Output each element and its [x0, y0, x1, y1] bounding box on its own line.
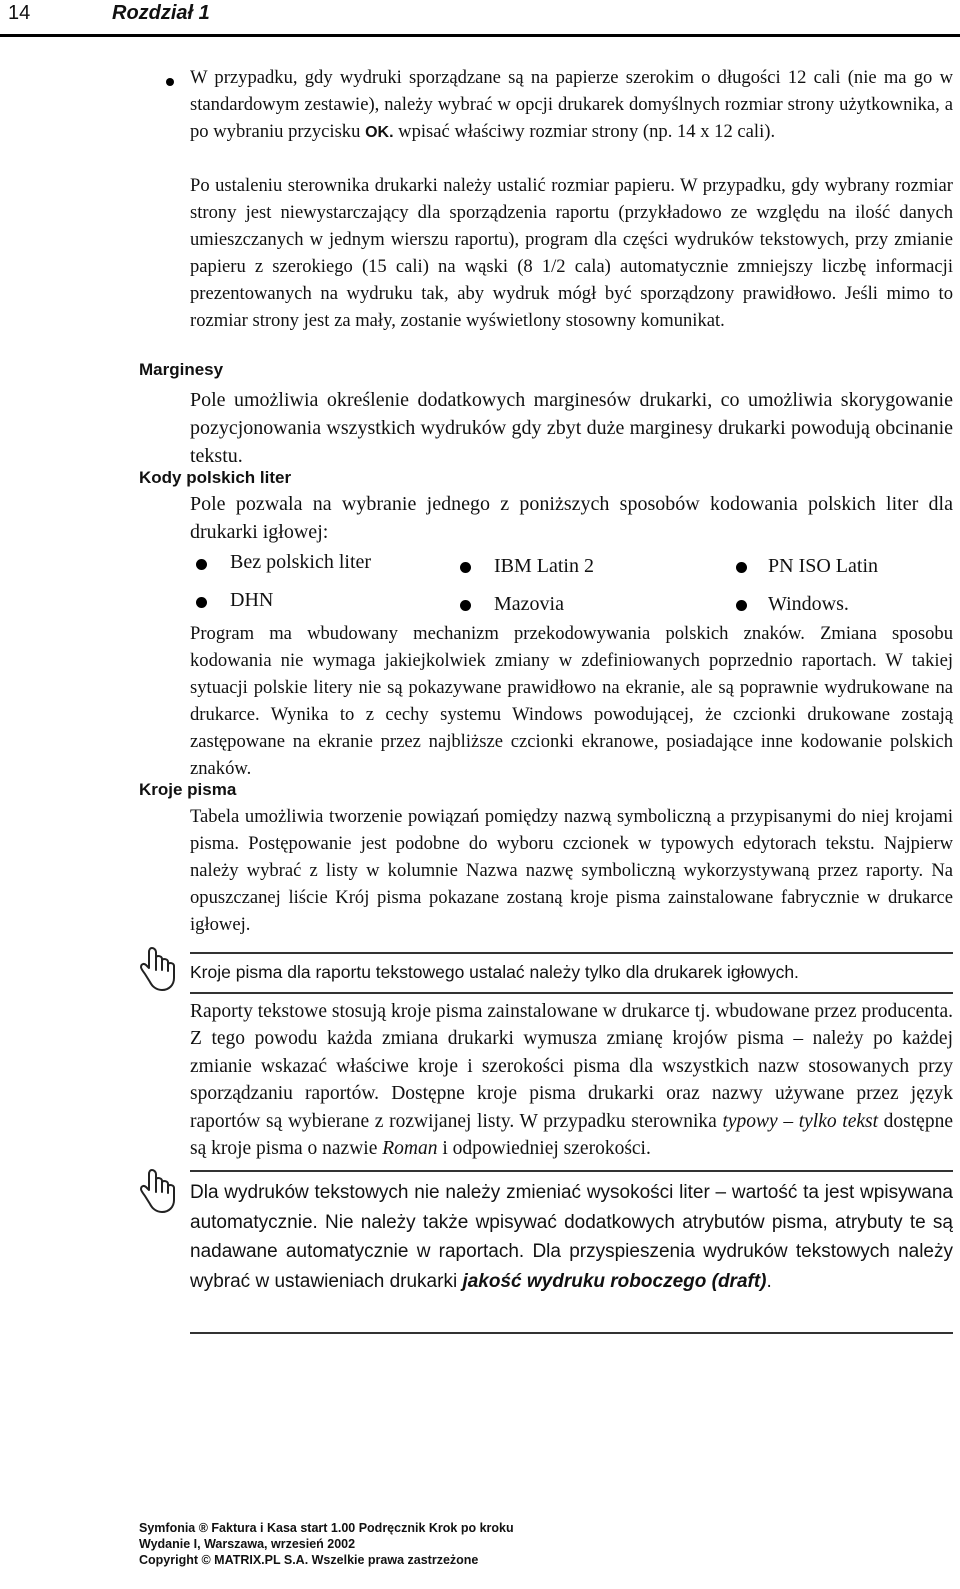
marginesy-text: Pole umożliwia określenie dodatkowych marginesów drukarki, co umożliwia skorygowanie pozycjonowania wszystkich wydruków gdy zbyt duże marginesy drukarki powodują obcinanie tekstu.	[190, 389, 953, 467]
bullet-icon	[166, 78, 174, 86]
note-divider	[190, 992, 953, 994]
encoding-option: IBM Latin 2	[494, 555, 594, 577]
section-heading-kroje: Kroje pisma	[139, 780, 237, 799]
encoding-option: Mazovia	[494, 593, 564, 615]
pointing-hand-icon	[138, 944, 178, 994]
bullet-icon	[196, 559, 207, 570]
kody-intro: Pole pozwala na wybranie jednego z poniższych sposobów kodowania polskich liter dla drukarki igłowej:	[190, 493, 953, 543]
encoding-option: DHN	[230, 589, 274, 611]
encoding-option: Bez polskich liter	[230, 551, 372, 573]
encoding-option: PN ISO Latin	[768, 555, 878, 577]
page-header	[0, 0, 960, 37]
section-heading-kody: Kody polskich liter	[139, 468, 292, 487]
encoding-option: Windows.	[768, 593, 849, 615]
bullet-icon	[736, 562, 747, 573]
footer-copyright: Copyright © MATRIX.PL S.A. Wszelkie prawa zastrzeżone	[139, 1553, 479, 1567]
kody-after-text: Program ma wbudowany mechanizm przekodowywania polskich znaków. Zmiana sposobu kodowania nie wymaga jakiejkolwiek zmiany w zdefiniowanych poprzednio raportach. W takiej sytuacji polskie litery nie są pokazywane prawidłowo na ekranie, ale są poprawnie wydrukowane na drukarce. Wynika to z cechy systemu Windows powodującej, że czcionki drukowane zostają zastępowane na ekranie przez najbliższe czcionki ekranowe, posiadające inne kodowanie polskich znaków.	[190, 623, 953, 779]
ok-button-ref: OK.	[365, 124, 394, 141]
bullet-icon	[460, 562, 471, 573]
note-divider	[190, 1332, 953, 1334]
paper-size-paragraph: Po ustaleniu sterownika drukarki należy ustalić rozmiar papieru. W przypadku, gdy wybrany rozmiar strony jest niewystarczający dla sporządzenia raportu (przykładowo ze względu na ilość danych umieszczanych w jednym wierszu raportu), program dla części wydruków tekstowych, przy zmianie papieru z szerokiego (15 cali) na wąski (8 1/2 cala) automatycznie zmniejszy liczbę informacji prezentowanych na wydruku tak, aby wydruk mógł być sporządzony prawidłowo. Jeśli mimo to rozmiar strony jest za mały, zostanie wyświetlony stosowny komunikat.	[190, 175, 953, 331]
raporty-paragraph: Raporty tekstowe stosują kroje pisma zainstalowane w drukarce tj. wbudowane przez producenta. Z tego powodu każda zmiana drukarki wymusza zmianę krojów pisma – należy po każdej zmianie wskazać właściwe kroje i szerokości pisma dla wszystkich nazw stosowanych przy sporządzaniu raportów. Dostępne kroje pisma drukarki oraz nazwy używane przez język raportów są wybierane z rozwijanej listy. W przypadku sterownika typowy – tylko tekst dostępne są kroje pisma o nazwie Roman i odpowiedniej szerokości.	[190, 1001, 953, 1160]
bullet-paragraph: W przypadku, gdy wydruki sporządzane są na papierze szerokim o długości 12 cali (nie ma go w standardowym zestawie), należy wybrać w opcji drukarek domyślnych rozmiar strony użytkownika, a po wybraniu przycisku OK. wpisać właściwy rozmiar strony (np. 14 x 12 cali).	[190, 67, 953, 142]
note-divider	[190, 1170, 953, 1172]
chapter-title: Rozdział 1	[112, 2, 210, 24]
page-footer	[139, 1520, 514, 1568]
section-heading-marginesy: Marginesy	[139, 360, 224, 379]
note-text-printing: Dla wydruków tekstowych nie należy zmieniać wysokości liter – wartość ta jest wpisywana automatycznie. Nie należy także wpisywać dodatkowych atrybutów pisma, atrybuty te są nadawane automatycznie w raportach. Dla przyspieszenia wydruków tekstowych należy wybrać w ustawieniach drukarki jakość wydruku roboczego (draft).	[190, 1182, 953, 1292]
footer-product: Symfonia ® Faktura i Kasa start 1.00 Podręcznik Krok po kroku	[139, 1521, 514, 1535]
kroje-text: Tabela umożliwia tworzenie powiązań pomiędzy nazwą symboliczną a przypisanymi do niej krojami pisma. Postępowanie jest podobne do wyboru czcionek w typowych edytorach tekstu. Najpierw należy wybrać z listy w kolumnie Nazwa nazwę symboliczną wykorzystywaną przez raporty. Na opuszczanej liście Krój pisma pokazane zostaną kroje pisma zainstalowane fabrycznie w drukarce igłowej.	[190, 806, 953, 935]
note-divider	[190, 952, 953, 954]
bullet-icon	[736, 600, 747, 611]
page-number: 14	[8, 2, 31, 24]
bullet-icon	[460, 600, 471, 611]
pointing-hand-icon	[138, 1166, 178, 1216]
note-fonts-dot-matrix: Kroje pisma dla raportu tekstowego ustalać należy tylko dla drukarek igłowych.	[190, 962, 799, 982]
bullet-icon	[196, 597, 207, 608]
footer-edition: Wydanie I, Warszawa, wrzesień 2002	[139, 1537, 356, 1551]
